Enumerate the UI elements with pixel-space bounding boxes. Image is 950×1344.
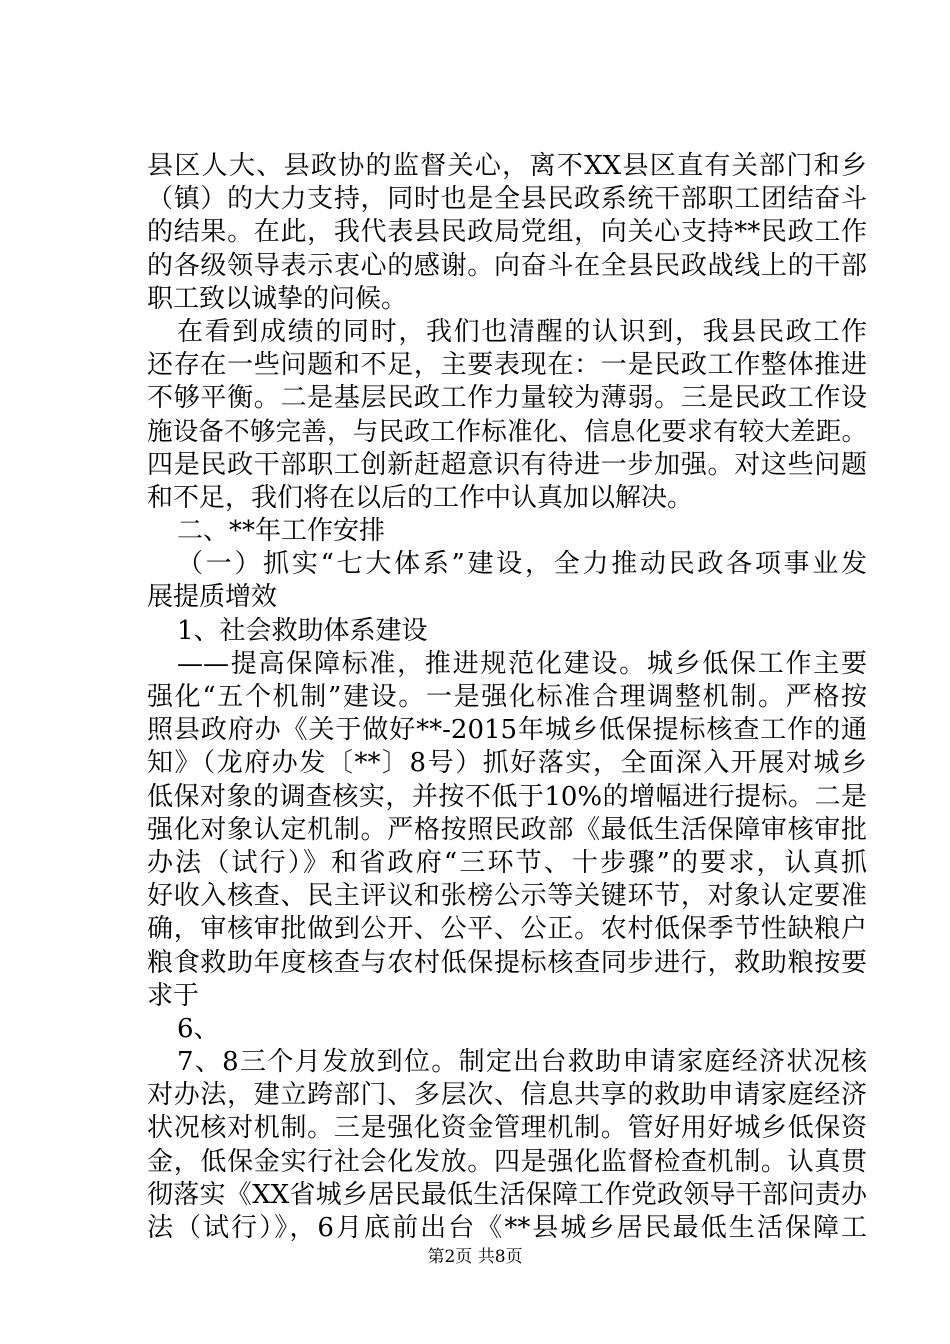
page-footer: 第2页 共8页 xyxy=(427,1247,523,1267)
body-text xyxy=(147,150,867,1245)
text-line: 照县政府办《关于做好**-2015年城乡低保提标核查工作的通 xyxy=(147,715,867,746)
text-line: 求于 xyxy=(147,980,200,1011)
text-line: 强化“五个机制”建设。一是强化标准合理调整机制。严格按 xyxy=(147,682,867,712)
text-line: （镇）的大力支持，同时也是全县民政系统干部职工团结奋斗 xyxy=(147,184,867,215)
text-line: 好收入核查、民主评议和张榜公示等关键环节，对象认定要准 xyxy=(147,881,867,912)
text-line: 职工致以诚挚的问候。 xyxy=(147,283,408,314)
text-line: 金，低保金实行社会化发放。四是强化监督检查机制。认真贯 xyxy=(147,1146,867,1177)
text-line: 强化对象认定机制。严格按照民政部《最低生活保障审核审批 xyxy=(147,814,867,845)
text-line: 展提质增效 xyxy=(147,582,278,613)
text-line: 在看到成绩的同时，我们也清醒的认识到，我县民政工作 xyxy=(177,316,867,347)
text-line: 知》（龙府办发〔**〕8号）抓好落实，全面深入开展对城乡 xyxy=(147,748,867,779)
text-line: 对办法，建立跨部门、多层次、信息共享的救助申请家庭经济 xyxy=(147,1080,867,1111)
text-line: （一）抓实“七大体系”建设，全力推动民政各项事业发 xyxy=(177,549,867,580)
text-line: 7、8三个月发放到位。制定出台救助申请家庭经济状况核 xyxy=(177,1047,867,1078)
text-line: 四是民政干部职工创新赶超意识有待进一步加强。对这些问题 xyxy=(147,449,867,480)
text-line: 6、 xyxy=(177,1013,220,1044)
text-line: 确，审核审批做到公开、公平、公正。农村低保季节性缺粮户 xyxy=(147,914,867,945)
text-line: 彻落实《XX省城乡居民最低生活保障工作党政领导干部问责办 xyxy=(147,1179,867,1210)
text-line: 县区人大、县政协的监督关心，离不XX县区直有关部门和乡 xyxy=(147,151,867,181)
text-line: 办法（试行）》和省政府“三环节、十步骤”的要求，认真抓 xyxy=(147,847,867,878)
text-line: 不够平衡。二是基层民政工作力量较为薄弱。三是民政工作设 xyxy=(147,383,867,414)
text-line: 的各级领导表示衷心的感谢。向奋斗在全县民政战线上的干部 xyxy=(147,250,867,281)
text-line: 的结果。在此，我代表县民政局党组，向关心支持**民政工作 xyxy=(147,217,867,248)
text-line: 1、社会救助体系建设 xyxy=(177,615,428,646)
text-line: 法（试行）》，6月底前出台《**县城乡居民最低生活保障工 xyxy=(147,1213,867,1243)
text-line: 和不足，我们将在以后的工作中认真加以解决。 xyxy=(147,482,694,513)
text-line: ——提高保障标准，推进规范化建设。城乡低保工作主要 xyxy=(177,648,867,679)
text-line: 二、**年工作安排 xyxy=(177,516,386,547)
text-line: 粮食救助年度核查与农村低保提标核查同步进行，救助粮按要 xyxy=(147,947,867,978)
text-line: 状况核对机制。三是强化资金管理机制。管好用好城乡低保资 xyxy=(147,1113,867,1144)
text-line: 低保对象的调查核实，并按不低于10%的增幅进行提标。二是 xyxy=(147,781,867,812)
text-line: 还存在一些问题和不足，主要表现在：一是民政工作整体推进 xyxy=(147,350,867,381)
text-line: 施设备不够完善，与民政工作标准化、信息化要求有较大差距。 xyxy=(147,416,867,447)
